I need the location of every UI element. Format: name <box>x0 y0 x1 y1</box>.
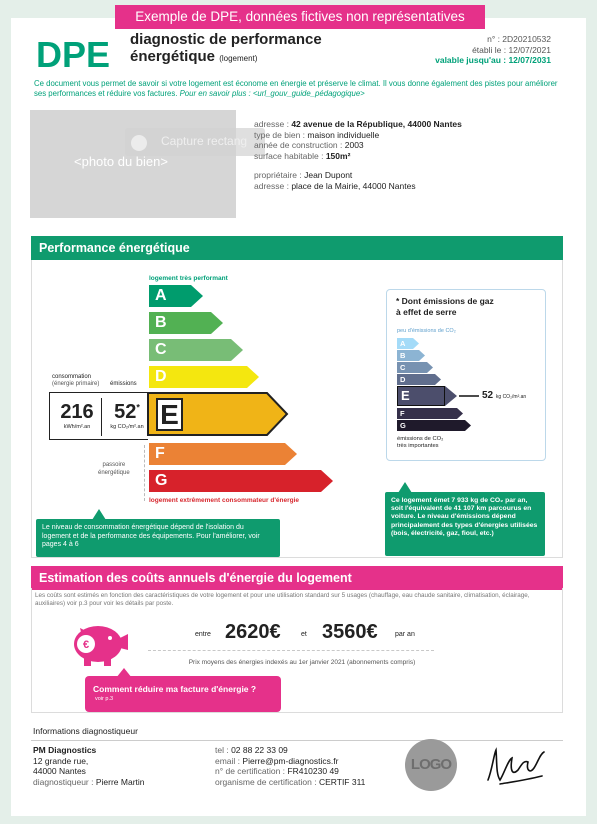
type-row <box>254 130 462 141</box>
surface-row <box>254 151 462 162</box>
scale-bottom-label: logement extrêmement consommateur d'énergie <box>149 497 300 504</box>
costs-description: Les coûts sont estimés en fonction des caractéristiques de votre logement et pour une utilisation standard sur 5 usages (chauffage, eau chaude sanitaire, climatisation, éclairage, auxiliaires) voir p.3 pour voir les détails par poste. <box>35 592 530 607</box>
energy-class-arrow-a <box>191 285 203 307</box>
value-divider <box>101 398 102 436</box>
ges-class-arrow-c <box>427 362 433 373</box>
diagnostician-title: Informations diagnostiqueur <box>33 726 138 736</box>
passoire-line1: passoire <box>102 462 126 468</box>
emissions-number <box>105 401 149 424</box>
ges-class-bar-a: A <box>397 338 413 349</box>
sample-banner: Exemple de DPE, données fictives non représentatives <box>115 5 485 29</box>
consumption-value-wrap <box>54 401 100 430</box>
tel-row <box>215 745 365 756</box>
doc-number: n° : 2D20210532 <box>487 34 551 44</box>
company-street: 12 grande rue, <box>33 755 89 766</box>
ges-class-arrow-d <box>435 374 441 385</box>
reduce-bill-button[interactable] <box>85 676 281 712</box>
ges-current-class-bar: E <box>397 386 445 406</box>
cert-row <box>215 766 365 777</box>
document-meta <box>435 34 551 66</box>
ges-class-bar-d: D <box>397 374 435 385</box>
intro-text <box>34 79 564 99</box>
energy-class-bar-d: D <box>149 366 247 388</box>
energy-class-bar-f: F <box>149 443 285 465</box>
ges-class-arrow-f <box>457 408 463 419</box>
consumption-label <box>52 374 99 388</box>
ges-class-arrow-b <box>419 350 425 361</box>
reduce-bill-sub: voir p.3 <box>95 696 114 702</box>
title-line2-wrap <box>130 48 322 67</box>
type-label: type de bien : <box>254 129 308 140</box>
address-label: adresse : <box>254 119 292 129</box>
ges-class-bar-c: C <box>397 362 427 373</box>
intro-link[interactable]: Pour en savoir plus : <url_gouv_guide_pédagogique> <box>179 89 365 98</box>
piggy-bank-icon <box>66 620 128 668</box>
property-details <box>254 119 462 191</box>
consumption-sub: (énergie primaire) <box>52 381 100 387</box>
signature-image <box>482 740 552 788</box>
ges-class-bar-b: B <box>397 350 419 361</box>
ges-class-arrow-a <box>413 338 419 349</box>
company-logo: LOGO <box>405 739 457 791</box>
cost-min: 2620€ <box>225 621 281 643</box>
email-row <box>215 756 365 767</box>
ges-class-bar-g: G <box>397 420 465 431</box>
tel-value: 02 88 22 33 09 <box>231 745 288 755</box>
cert-value: FR410230 49 <box>287 766 339 776</box>
ges-unit: kg CO₂/m².an <box>495 394 527 400</box>
cost-and: et <box>301 631 307 638</box>
owner-value: Jean Dupont <box>304 170 353 180</box>
surface-label: surface habitable : <box>254 150 326 161</box>
owner-address-label: adresse : <box>254 180 292 191</box>
energy-class-bar-g: G <box>149 470 321 492</box>
passoire-bracket <box>144 445 145 501</box>
ges-value: 52 <box>482 390 494 401</box>
spacer <box>254 161 462 170</box>
emissions-value: 52 <box>114 401 137 423</box>
energy-class-bar-c: C <box>149 339 231 361</box>
owner-address-value: place de la Mairie, 44000 Nantes <box>291 180 416 191</box>
cert-label: n° de certification : <box>215 766 288 776</box>
ges-note-pointer <box>398 482 412 493</box>
company-name: PM Diagnostics <box>33 745 97 755</box>
title-line2: énergétique <box>130 48 216 65</box>
diagnostician-label: diagnostiqueur : <box>33 776 96 787</box>
photo-placeholder: <photo du bien> <box>74 154 168 169</box>
energy-class-arrow-c <box>231 339 243 361</box>
current-class-arrow <box>257 392 289 436</box>
passoire-line2: énergétique <box>98 470 130 476</box>
ges-note: Ce logement émet 7 933 kg de CO₂ par an, soit l'équivalent de 41 107 km parcourus en voiture. Le niveau d'émissions dépend principalement des types d'énergies utilisées (bois, électricité, gaz, fioul, etc.) <box>385 492 545 556</box>
cost-between: entre <box>195 631 211 638</box>
ges-current-class-arrow <box>445 386 479 406</box>
energy-class-arrow-f <box>285 443 297 465</box>
email-value[interactable]: Pierre@pm-diagnostics.fr <box>242 755 339 766</box>
year-label: année de construction : <box>254 140 345 150</box>
cost-max: 3560€ <box>322 621 378 643</box>
cost-per-year: par an <box>395 631 415 638</box>
emissions-value-wrap <box>105 401 149 430</box>
diagnostician-row <box>33 777 145 788</box>
year-row <box>254 140 462 151</box>
consumption-note: Le niveau de consommation énergétique dépend de l'isolation du logement et de la performance des équipements. Pour l'améliorer, voir pages 4 à 6 <box>36 519 280 557</box>
energy-class-bar-a: A <box>149 285 191 307</box>
ges-value-wrap <box>482 390 526 401</box>
energy-class-bar-b: B <box>149 312 211 334</box>
consumption-title: consommation <box>52 374 92 380</box>
address-value: 42 avenue de la République, 44000 Nantes <box>291 119 462 129</box>
consumption-note-pointer <box>92 509 106 520</box>
consumption-unit: kWh/m².an <box>63 424 91 430</box>
svg-text:€: € <box>82 639 90 651</box>
reduce-bill-label: Comment réduire ma facture d'énergie ? <box>93 684 257 694</box>
capture-label: Capture rectang <box>161 134 248 148</box>
document-title <box>130 31 322 67</box>
consumption-value: 216 <box>60 401 94 423</box>
doc-valid-until: valable jusqu'au : 12/07/2031 <box>435 55 551 65</box>
emissions-label: émissions <box>110 381 137 387</box>
type-value: maison individuelle <box>307 129 380 140</box>
owner-label: propriétaire : <box>254 170 305 180</box>
tel-label: tel : <box>215 745 232 755</box>
ges-bottom2: très importantes <box>397 443 439 449</box>
energy-class-arrow-b <box>211 312 223 334</box>
ges-bottom1: émissions de CO₂ <box>397 436 444 442</box>
ges-class-bar-f: F <box>397 408 457 419</box>
energy-class-arrow-g <box>321 470 333 492</box>
diagnostician-contact-block <box>215 745 365 787</box>
performance-header: Performance énergétique <box>31 236 563 260</box>
year-value: 2003 <box>344 140 364 150</box>
doc-date: établi le : 12/07/2021 <box>472 44 551 55</box>
ges-top-label: peu d'émissions de CO₂ <box>397 328 456 334</box>
org-row <box>215 777 365 788</box>
org-label: organisme de certification : <box>215 776 319 787</box>
dpe-logo: DPE <box>36 34 111 75</box>
title-suffix: (logement) <box>219 54 258 63</box>
ges-title2: à effet de serre <box>396 306 457 317</box>
ges-class-arrow-g <box>465 420 471 431</box>
ges-title <box>396 296 494 317</box>
email-label: email : <box>215 755 243 766</box>
diagnostician-name: Pierre Martin <box>95 776 145 787</box>
org-value: CERTIF 311 <box>318 776 366 787</box>
energy-class-arrow-d <box>247 366 259 388</box>
capture-icon <box>131 135 147 151</box>
owner-row <box>254 170 462 181</box>
emissions-star: * <box>136 402 140 413</box>
passoire-label <box>98 461 130 477</box>
cost-divider <box>148 650 434 651</box>
diagnostician-company-block <box>33 745 145 787</box>
title-line1: diagnostic de performance <box>130 31 322 48</box>
costs-header: Estimation des coûts annuels d'énergie du logement <box>31 566 563 590</box>
owner-address-row <box>254 181 462 192</box>
reduce-bill-pointer <box>116 668 132 678</box>
address-row <box>254 119 462 130</box>
emissions-unit: kg CO₂/m².an <box>110 424 144 430</box>
current-class-letter: E <box>156 398 183 431</box>
surface-value: 150m² <box>325 150 351 161</box>
company-city: 44000 Nantes <box>33 766 86 776</box>
intro-body: Ce document vous permet de savoir si votre logement est économe en énergie et préserve le climat. Il vous donne également des pistes pour améliorer ses performances et réduire vos factures. <box>34 79 558 98</box>
ges-title1: * Dont émissions de gaz <box>396 296 494 306</box>
cost-footnote: Prix moyens des énergies indexés au 1er janvier 2021 (abonnements compris) <box>188 659 416 666</box>
ges-bottom-label <box>397 436 443 450</box>
scale-top-label: logement très performant <box>149 275 228 282</box>
